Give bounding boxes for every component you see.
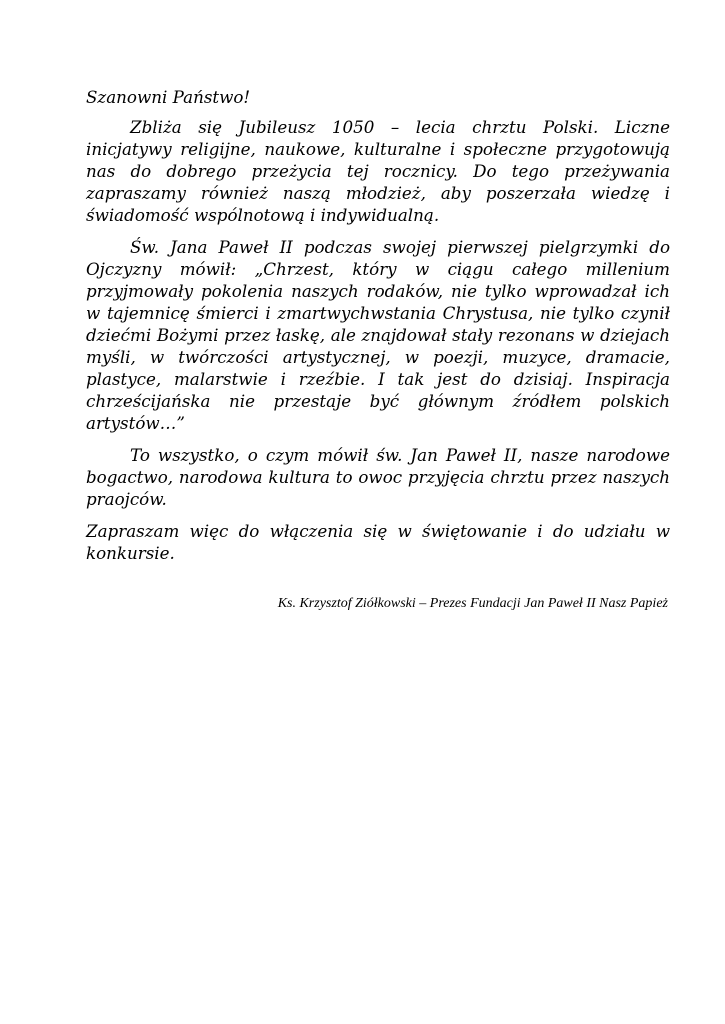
signature: Ks. Krzysztof Ziółkowski – Prezes Fundacji Jan Paweł II Nasz Papież bbox=[277, 596, 668, 611]
letter-body bbox=[86, 86, 670, 574]
letter-greeting: Szanowni Państwo! bbox=[86, 87, 251, 107]
paragraph-jubilee: Zbliża się Jubileusz 1050 – lecia chrztu Polski. Liczne inicjatywy religijne, naukowe, kulturalne i społeczne przygotowują nas do dobrego przeżycia tej rocznicy. Do tego przeżywania zapraszamy również naszą młodzież, aby poszerzała wiedzę i świadomość wspólnotową i indywidualną. bbox=[86, 117, 670, 225]
paragraph-quote: Św. Jana Paweł II podczas swojej pierwszej pielgrzymki do Ojczyzny mówił: „Chrzest, który w ciągu całego millenium przyjmowały pokolenia naszych rodaków, nie tylko wprowadzał ich w tajemnicę śmierci i zmartwychwstania Chrystusa, nie tylko czynił dziećmi Bożymi przez łaskę, ale znajdował stały rezonans w dziejach myśli, w twórczości artystycznej, w poezji, muzyce, dramacie, plastyce, malarstwie i rzeźbie. I tak jest do dzisiaj. Inspiracja chrześcijańska nie przestaje być głównym źródłem polskich artystów…” bbox=[86, 237, 670, 433]
paragraph-heritage: To wszystko, o czym mówił św. Jan Paweł II, nasze narodowe bogactwo, narodowa kultura to owoc przyjęcia chrztu przez naszych praojców. bbox=[86, 445, 670, 509]
letter-closing: Zapraszam więc do włączenia się w świętowanie i do udziału w konkursie. bbox=[86, 521, 670, 563]
